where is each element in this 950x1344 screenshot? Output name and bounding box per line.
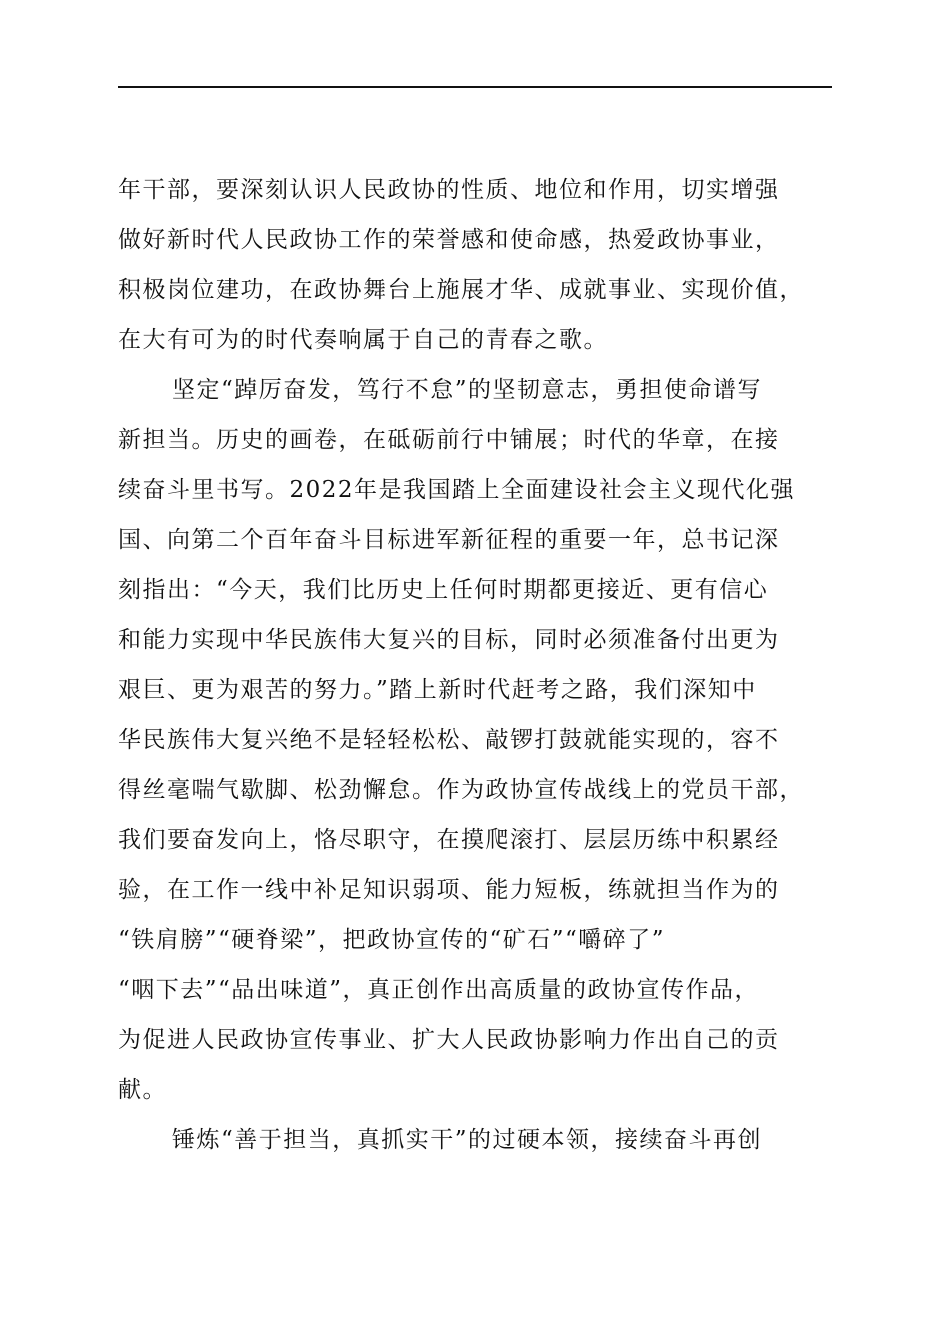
text-line: “咽下去”“品出味道”，真正创作出高质量的政协宣传作品， <box>118 977 760 1003</box>
text-line: 锤炼“善于担当，真抓实干”的过硬本领，接续奋斗再创 <box>172 1127 763 1153</box>
paragraph <box>118 365 838 1115</box>
text-line: 新担当。历史的画卷，在砥砺前行中铺展；时代的华章，在接 <box>118 427 780 453</box>
paragraph <box>118 165 838 365</box>
text-line: 献。 <box>118 1077 167 1103</box>
text-line: 年干部，要深刻认识人民政协的性质、地位和作用，切实增强 <box>118 177 780 203</box>
text-line: 续奋斗里书写。2022年是我国踏上全面建设社会主义现代化强 <box>118 477 796 503</box>
text-line: 刻指出：“今天，我们比历史上任何时期都更接近、更有信心 <box>118 577 769 603</box>
text-line: 得丝毫喘气歇脚、松劲懈怠。作为政协宣传战线上的党员干部， <box>118 777 804 803</box>
header-rule <box>118 86 832 88</box>
text-line: 在大有可为的时代奏响属于自己的青春之歌。 <box>118 327 608 353</box>
text-line: 验，在工作一线中补足知识弱项、能力短板，练就担当作为的 <box>118 877 780 903</box>
text-line: 坚定“踔厉奋发，笃行不怠”的坚韧意志，勇担使命谱写 <box>172 377 763 403</box>
text-line: 我们要奋发向上，恪尽职守，在摸爬滚打、层层历练中积累经 <box>118 827 780 853</box>
text-line: 国、向第二个百年奋斗目标进军新征程的重要一年，总书记深 <box>118 527 780 553</box>
text-line: 艰巨、更为艰苦的努力。”踏上新时代赶考之路，我们深知中 <box>118 677 757 703</box>
text-line: 积极岗位建功，在政协舞台上施展才华、成就事业、实现价值， <box>118 277 804 303</box>
body-text <box>118 165 838 1165</box>
text-line: 做好新时代人民政协工作的荣誉感和使命感，热爱政协事业， <box>118 227 780 253</box>
text-line: “铁肩膀”“硬脊梁”，把政协宣传的“矿石”“嚼碎了” <box>118 927 666 953</box>
text-line: 和能力实现中华民族伟大复兴的目标，同时必须准备付出更为 <box>118 627 780 653</box>
text-line: 华民族伟大复兴绝不是轻轻松松、敲锣打鼓就能实现的，容不 <box>118 727 780 753</box>
paragraph <box>118 1115 838 1165</box>
text-line: 为促进人民政协宣传事业、扩大人民政协影响力作出自己的贡 <box>118 1027 780 1053</box>
